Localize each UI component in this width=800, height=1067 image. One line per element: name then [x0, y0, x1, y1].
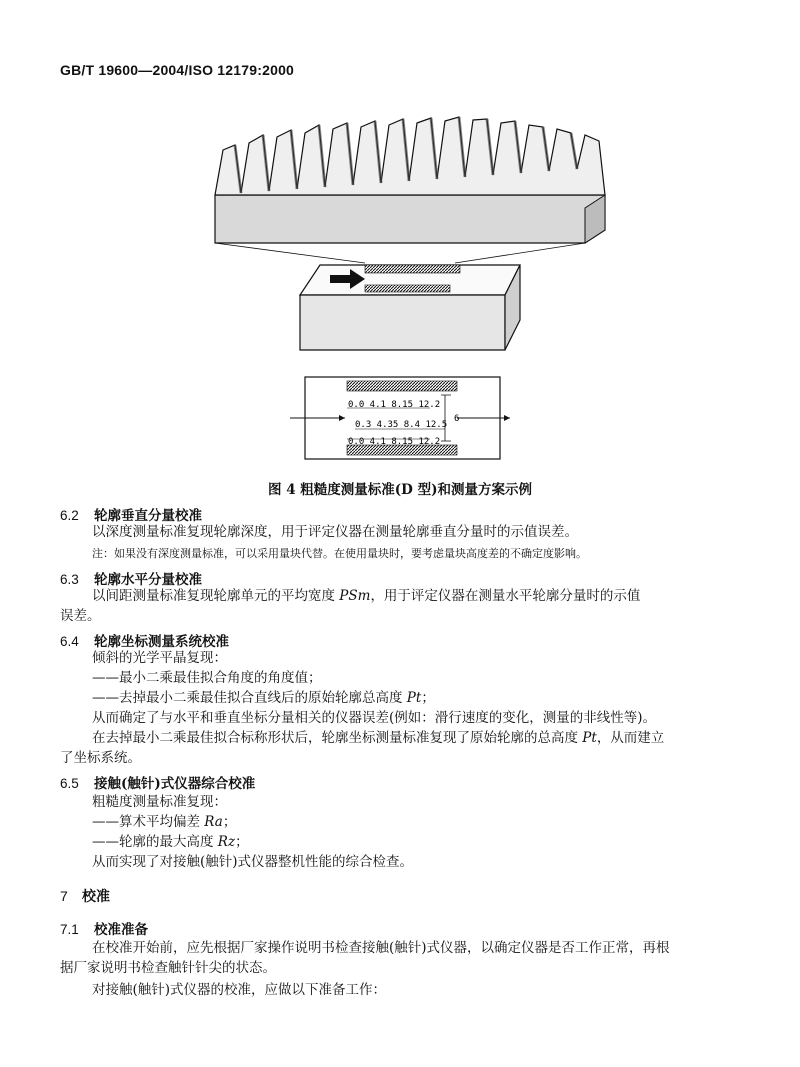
section-6-2-heading	[60, 504, 202, 524]
section-number: 6.3	[60, 572, 79, 587]
section-6-4-heading	[60, 630, 229, 650]
section-6-3-heading	[60, 568, 202, 588]
standard-code-header: GB/T 19600—2004/ISO 12179:2000	[60, 62, 295, 78]
section-7-1-line3: 对接触(触针)式仪器的校准，应做以下准备工作：	[92, 982, 387, 998]
figure-roughness-standard	[205, 115, 615, 470]
section-title: 轮廓水平分量校准	[94, 572, 202, 588]
section-6-5-heading	[60, 772, 255, 792]
section-6-5-line3: ——轮廓的最大高度 Rz；	[92, 834, 249, 850]
dim-row-3: 0.0 4.1 8.15 12.2	[348, 437, 441, 447]
magnified-profile	[215, 117, 605, 243]
section-6-4-line6: 了坐标系统。	[60, 750, 141, 766]
section-number: 6.4	[60, 634, 79, 649]
section-7-1-line2: 据厂家说明书检查触针针尖的状态。	[60, 960, 276, 976]
section-7-1-line1: 在校准开始前，应先根据厂家操作说明书检查接触(触针)式仪器，以确定仪器是否工作正常，再根	[92, 940, 670, 956]
section-6-2-note: 注：如果没有深度测量标准，可以采用量块代替。在使用量块时，要考虑量块高度差的不确定度影响。	[92, 547, 587, 560]
section-6-3-para-line1: 以间距测量标准复现轮廓单元的平均宽度 PSm，用于评定仪器在测量水平轮廓分量时的示值	[92, 588, 641, 604]
dim-row-2: 0.3 4.35 8.4 12.5	[355, 420, 448, 430]
section-6-5-line4: 从而实现了对接触(触针)式仪器整机性能的综合检查。	[92, 854, 414, 870]
chapter-number: 7	[60, 888, 68, 904]
section-title: 轮廓垂直分量校准	[94, 508, 202, 524]
section-6-4-line2: ——最小二乘最佳拟合角度的角度值；	[92, 670, 322, 686]
dim-side: 6	[454, 414, 460, 424]
section-title: 校准准备	[94, 922, 148, 938]
section-6-2-para: 以深度测量标准复现轮廓深度，用于评定仪器在测量轮廓垂直分量时的示值误差。	[92, 524, 578, 540]
symbol-pt: Pt	[406, 690, 422, 706]
section-6-5-line1: 粗糙度测量标准复现：	[92, 794, 227, 810]
section-6-4-line5: 在去掉最小二乘最佳拟合标称形状后，轮廓坐标测量标准复现了原始轮廓的总高度 Pt，从而建立	[92, 730, 665, 746]
section-6-5-line2: ——算术平均偏差 Ra；	[92, 814, 237, 830]
section-title: 轮廓坐标测量系统校准	[94, 634, 229, 650]
section-7-1-heading	[60, 918, 148, 938]
section-number: 6.5	[60, 776, 79, 791]
symbol-ra: Ra	[204, 814, 223, 830]
figure-caption: 图 4 粗糙度测量标准(D 型)和测量方案示例	[268, 482, 532, 498]
symbol-pt: Pt	[582, 730, 597, 746]
section-number: 7.1	[60, 922, 79, 937]
symbol-rz: Rz	[217, 834, 236, 850]
section-6-4-line4: 从而确定了与水平和垂直坐标分量相关的仪器误差(例如：滑行速度的变化，测量的非线性等)。	[92, 710, 657, 726]
section-title: 接触(触针)式仪器综合校准	[94, 776, 256, 792]
section-6-3-para-line2: 误差。	[60, 608, 101, 624]
section-6-4-line1: 倾斜的光学平晶复现：	[92, 650, 227, 666]
chapter-7-heading	[60, 886, 110, 906]
section-number: 6.2	[60, 508, 79, 523]
section-6-4-line3: ——去掉最小二乘最佳拟合直线后的原始轮廓总高度 Pt；	[92, 690, 435, 706]
chapter-title: 校准	[82, 889, 110, 905]
dim-row-1: 0.0 4.1 8.15 12.2	[348, 400, 441, 410]
specimen-block	[300, 265, 520, 350]
symbol-psm: PSm	[339, 588, 371, 604]
